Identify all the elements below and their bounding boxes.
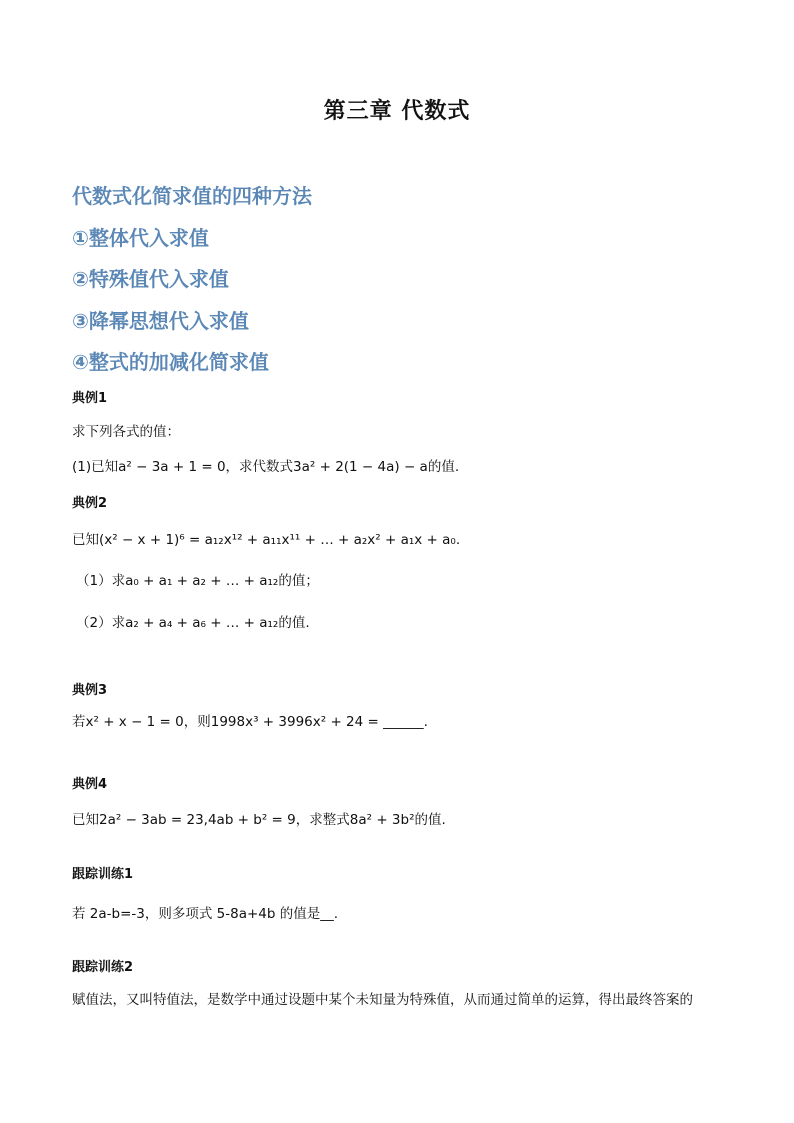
section-heading-1: ①整体代入求值 <box>72 226 209 250</box>
example-1-line-2: (1)已知a² − 3a + 1 = 0，求代数式3a² + 2(1 − 4a) − a的值. <box>72 459 460 475</box>
training-2-text: 赋值法，又叫特值法，是数学中通过设题中某个未知量为特殊值，从而通过简单的运算，得出最终答案的 <box>72 992 693 1008</box>
example-3-label: 典例3 <box>72 683 108 698</box>
section-heading-2: ②特殊值代入求值 <box>72 267 229 291</box>
example-2-line-2: （1）求a₀ + a₁ + a₂ + … + a₁₂的值； <box>76 573 319 589</box>
section-heading-4: ④整式的加减化简求值 <box>72 350 269 374</box>
example-2-line-1: 已知(x² − x + 1)⁶ = a₁₂x¹² + a₁₁x¹¹ + … + a₂x² + a₁x + a₀. <box>72 532 461 548</box>
example-4-label: 典例4 <box>72 777 108 792</box>
training-2-label: 跟踪训练2 <box>72 960 134 975</box>
section-heading-main: 代数式化简求值的四种方法 <box>72 184 312 208</box>
example-2-label: 典例2 <box>72 496 108 511</box>
section-heading-3: ③降幂思想代入求值 <box>72 309 249 333</box>
example-4-line-1: 已知2a² − 3ab = 23,4ab + b² = 9，求整式8a² + 3b²的值. <box>72 812 446 828</box>
chapter-title: 第三章 代数式 <box>323 98 471 124</box>
example-1-line-1: 求下列各式的值： <box>72 424 180 440</box>
training-1-text: 若 2a-b=-3，则多项式 5-8a+4b 的值是__. <box>72 906 339 922</box>
example-1-label: 典例1 <box>72 391 108 406</box>
example-2-line-3: （2）求a₂ + a₄ + a₆ + … + a₁₂的值. <box>76 615 310 631</box>
example-3-line-1: 若x² + x − 1 = 0，则1998x³ + 3996x² + 24 = ______. <box>72 714 428 730</box>
training-1-label: 跟踪训练1 <box>72 867 134 882</box>
